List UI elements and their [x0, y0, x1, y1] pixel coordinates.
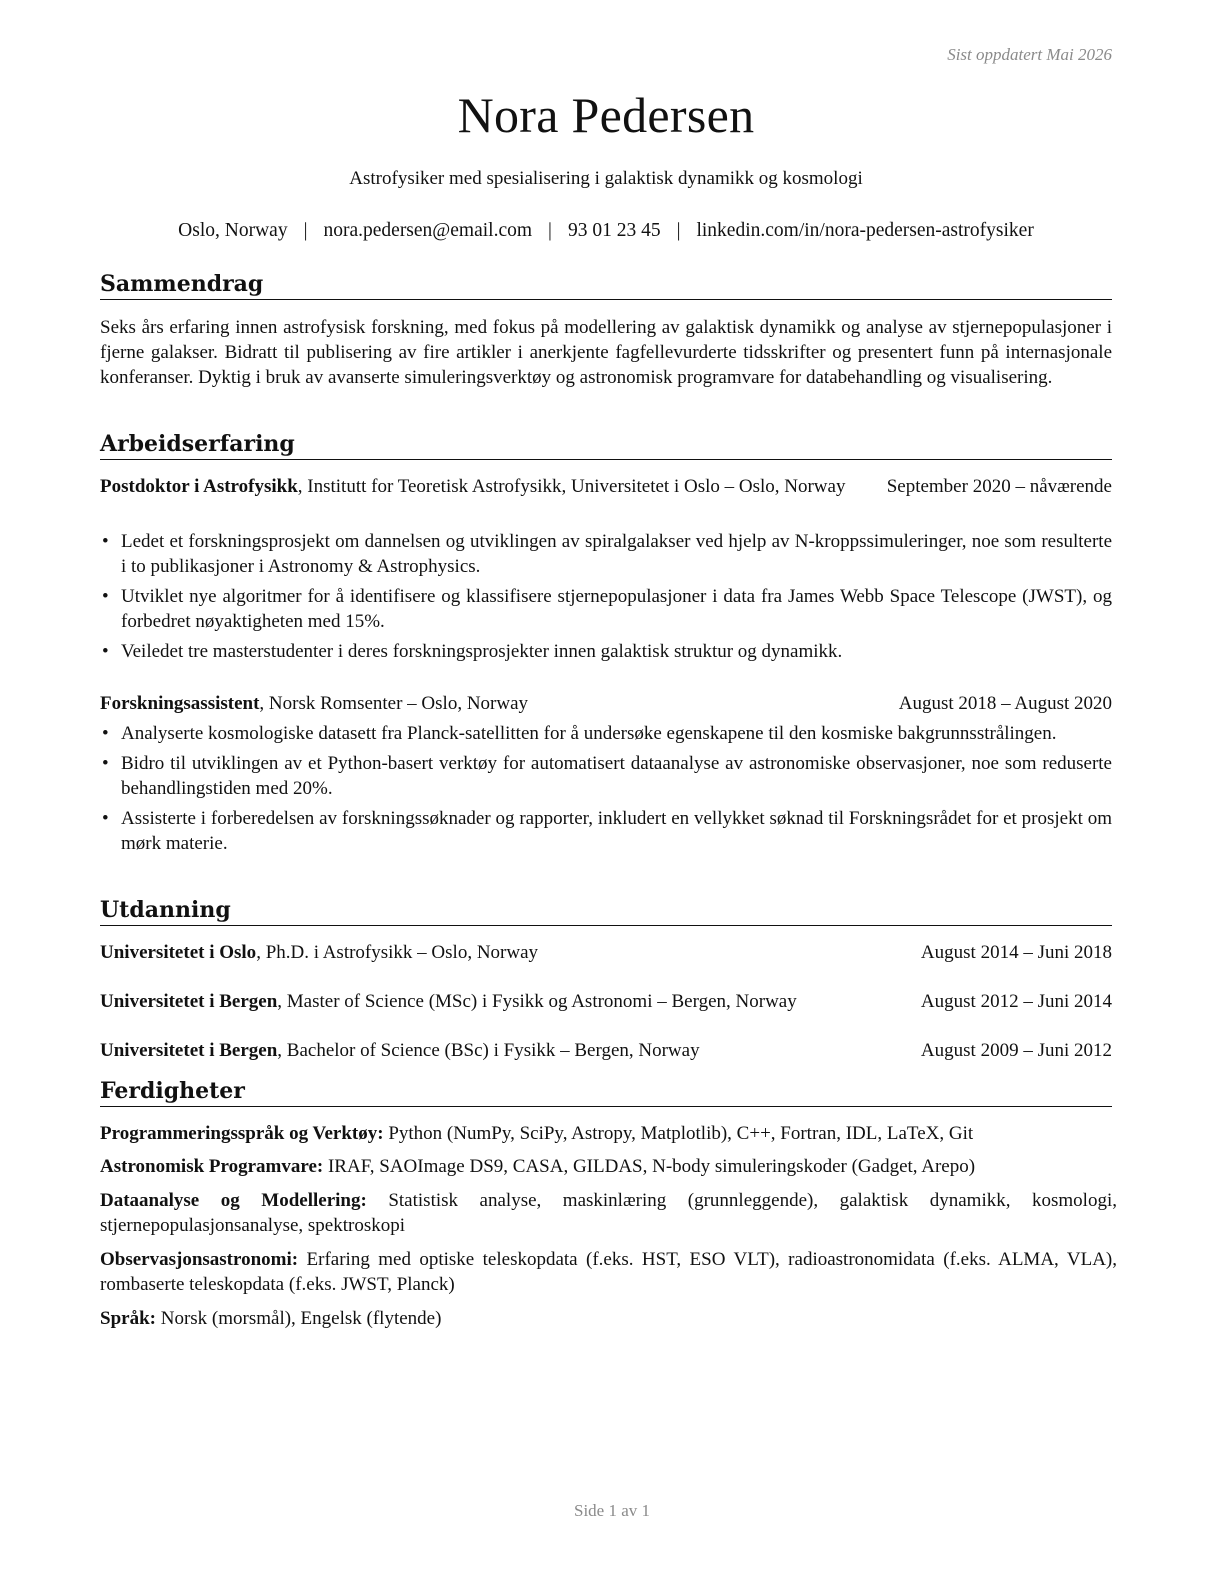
last-updated: Sist oppdatert Mai 2026	[947, 45, 1112, 64]
school-name: Universitetet i Bergen	[100, 991, 278, 1012]
job-role: Forskningsassistent	[100, 693, 260, 714]
page-number: Side 1 av 1	[573, 1501, 651, 1520]
skill-value: Norsk (morsmål), Engelsk (flytende)	[155, 1308, 442, 1329]
skill-item	[100, 1247, 1117, 1297]
contact-linkedin[interactable]: linkedin.com/in/nora-pedersen-astrofysiker	[696, 220, 1034, 241]
section-title-skills: Ferdigheter	[100, 1077, 1112, 1107]
contact-separator: |	[548, 220, 552, 241]
job-title-line	[100, 691, 528, 716]
skill-label: Observasjonsastronomi:	[100, 1249, 299, 1270]
job-dates: September 2020 – nåværende	[886, 476, 1112, 497]
skill-item	[100, 1188, 1117, 1238]
job-title-line	[100, 474, 875, 499]
list-item: • Assisterte i forberedelsen av forskningssøknader og rapporter, inkludert en vellykket søknad til Forskningsrådet for et prosjekt om mørk materie.	[102, 808, 1112, 854]
section-title-education: Utdanning	[100, 896, 1112, 926]
skill-label: Programmeringsspråk og Verktøy:	[100, 1123, 384, 1144]
contact-location: Oslo, Norway	[178, 220, 288, 241]
job-header	[100, 691, 1112, 716]
degree-detail: , Ph.D. i Astrofysikk – Oslo, Norway	[256, 942, 539, 963]
skill-item	[100, 1154, 1117, 1179]
contact-email[interactable]: nora.pedersen@email.com	[323, 220, 533, 241]
skill-label: Språk:	[100, 1308, 156, 1329]
list-item: • Bidro til utviklingen av et Python-basert verktøy for automatisert dataanalyse av astronomiske observasjoner, noe som reduserte behandlingstiden med 20%.	[102, 753, 1112, 799]
contact-separator: |	[676, 220, 681, 241]
job-org: , Norsk Romsenter – Oslo, Norway	[259, 693, 529, 714]
list-item: • Analyserte kosmologiske datasett fra Planck-satellitten for å undersøke egenskapene til den kosmiske bakgrunnsstrålingen.	[102, 723, 1057, 744]
person-name: Nora Pedersen	[457, 87, 755, 143]
skill-item	[100, 1306, 1117, 1331]
skill-value: IRAF, SAOImage DS9, CASA, GILDAS, N-body simuleringskoder (Gadget, Arepo)	[323, 1156, 976, 1177]
education-item	[100, 989, 1112, 1014]
summary-text: Seks års erfaring innen astrofysisk forskning, med fokus på modellering av galaktisk dynamikk og analyse av stjernepopulasjoner i fjerne galakser. Bidratt til publisering av fire artikler i anerkjente fagfellevurderte tidsskrifter og presentert funn på internasjonale konferanser. Dyktig i bruk av avanserte simuleringsverktøy og astronomisk programvare for databehandling og visualisering.	[100, 317, 1112, 388]
job-bullets	[100, 529, 1112, 669]
education-item	[100, 1038, 1112, 1063]
skill-item	[100, 1121, 1117, 1146]
contact-phone: 93 01 23 45	[567, 220, 661, 241]
degree-detail: , Bachelor of Science (BSc) i Fysikk – Bergen, Norway	[277, 1040, 700, 1061]
job-bullets	[100, 721, 1112, 861]
list-item: • Utviklet nye algoritmer for å identifisere og klassifisere stjernepopulasjoner i data fra James Webb Space Telescope (JWST), og forbedret nøyaktigheten med 15%.	[102, 586, 1112, 632]
list-item: • Veiledet tre masterstudenter i deres forskningsprosjekter innen galaktisk struktur og dynamikk.	[102, 641, 843, 662]
job-header	[100, 474, 1112, 524]
contact-separator: |	[303, 220, 308, 241]
school-name: Universitetet i Bergen	[100, 1040, 278, 1061]
education-dates: August 2014 – Juni 2018	[920, 942, 1112, 963]
job-dates: August 2018 – August 2020	[898, 693, 1112, 714]
skill-value: Statistisk analyse, maskinlæring (grunnleggende), galaktisk dynamikk, kosmologi, stjernepopulasjonsanalyse, spektroskopi	[100, 1190, 1117, 1236]
skill-label: Astronomisk Programvare:	[100, 1156, 324, 1177]
degree-detail: , Master of Science (MSc) i Fysikk og Astronomi – Bergen, Norway	[277, 991, 797, 1012]
list-item: • Ledet et forskningsprosjekt om dannelsen og utviklingen av spiralgalakser ved hjelp av N-kroppssimuleringer, noe som resulterte i to publikasjoner i Astronomy & Astrophysics.	[102, 531, 1112, 577]
contact-line	[60, 220, 1152, 242]
skill-value: Erfaring med optiske teleskopdata (f.eks. HST, ESO VLT), radioastronomidata (f.eks. ALMA, VLA), rombaserte teleskopdata (f.eks. JWST, Planck)	[100, 1249, 1117, 1295]
education-dates: August 2012 – Juni 2014	[920, 991, 1112, 1012]
tagline: Astrofysiker med spesialisering i galaktisk dynamikk og kosmologi	[349, 168, 863, 189]
education-item	[100, 940, 1112, 965]
skill-value: Python (NumPy, SciPy, Astropy, Matplotlib), C++, Fortran, IDL, LaTeX, Git	[383, 1123, 974, 1144]
section-title-summary: Sammendrag	[100, 270, 1112, 300]
section-title-experience: Arbeidserfaring	[100, 430, 1112, 460]
education-dates: August 2009 – Juni 2012	[920, 1040, 1112, 1061]
job-role: Postdoktor i Astrofysikk	[100, 476, 298, 497]
school-name: Universitetet i Oslo	[100, 942, 257, 963]
job-org: , Institutt for Teoretisk Astrofysikk, Universitetet i Oslo – Oslo, Norway	[297, 476, 846, 497]
skill-label: Dataanalyse og Modellering:	[100, 1190, 367, 1211]
